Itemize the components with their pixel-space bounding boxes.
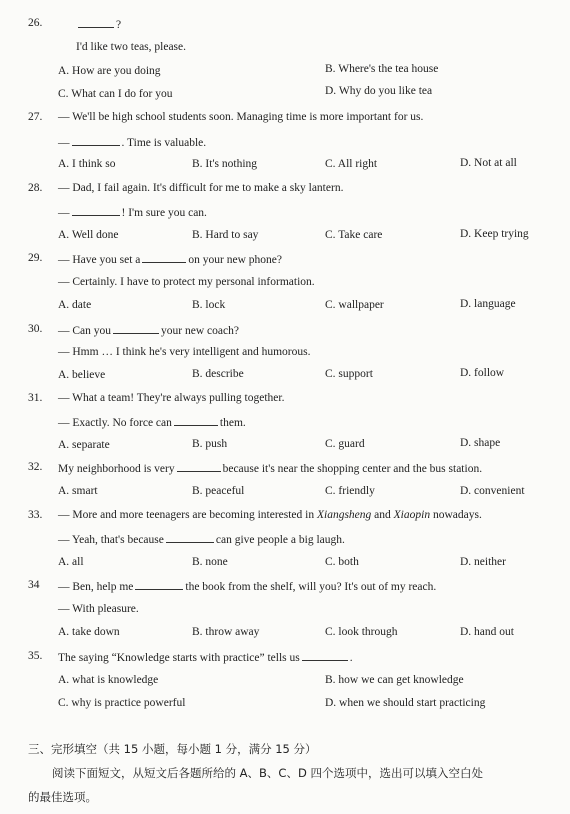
option-b[interactable]: B. how we can get knowledge bbox=[325, 674, 464, 686]
option-d[interactable]: D. Not at all bbox=[460, 157, 517, 169]
answer-blank bbox=[302, 649, 348, 661]
option-c[interactable]: C. guard bbox=[325, 438, 365, 450]
option-a[interactable]: A. How are you doing bbox=[58, 65, 161, 77]
answer-blank bbox=[177, 460, 221, 472]
question-stem-line-2: — . Time is valuable. bbox=[58, 134, 206, 150]
option-d[interactable]: D. when we should start practicing bbox=[325, 697, 486, 709]
question-stem: The saying “Knowledge starts with practice” tells us . bbox=[58, 649, 353, 665]
question-number: 30. bbox=[28, 323, 43, 335]
question-number: 31. bbox=[28, 392, 43, 404]
option-b[interactable]: B. Where's the tea house bbox=[325, 63, 439, 75]
answer-blank bbox=[72, 134, 120, 146]
option-b[interactable]: B. Hard to say bbox=[192, 229, 259, 241]
option-c[interactable]: C. friendly bbox=[325, 485, 375, 497]
question-number: 28. bbox=[28, 182, 43, 194]
option-c[interactable]: C. wallpaper bbox=[325, 299, 384, 311]
option-b[interactable]: B. none bbox=[192, 556, 228, 568]
question-number: 27. bbox=[28, 111, 43, 123]
question-stem-line-2: — With pleasure. bbox=[58, 603, 139, 615]
section-heading: 三、完形填空（共 15 小题，每小题 1 分，满分 15 分） bbox=[28, 742, 317, 756]
section-instruction-continued: 的最佳选项。 bbox=[28, 790, 97, 804]
option-c[interactable]: C. look through bbox=[325, 626, 398, 638]
option-d[interactable]: D. shape bbox=[460, 437, 501, 449]
question-number: 33. bbox=[28, 509, 43, 521]
option-b[interactable]: B. peaceful bbox=[192, 485, 245, 497]
option-d[interactable]: D. Keep trying bbox=[460, 228, 529, 240]
question-number: 34 bbox=[28, 579, 40, 591]
option-d[interactable]: D. language bbox=[460, 298, 516, 310]
question-stem-line-2: — Exactly. No force can them. bbox=[58, 414, 246, 430]
question-stem: — What a team! They're always pulling together. bbox=[58, 392, 285, 404]
option-c[interactable]: C. Take care bbox=[325, 229, 383, 241]
question-stem-line-2: — Yeah, that's because can give people a big laugh. bbox=[58, 531, 345, 547]
option-a[interactable]: A. smart bbox=[58, 485, 98, 497]
option-b[interactable]: B. push bbox=[192, 438, 228, 450]
question-stem: — Can you your new coach? bbox=[58, 322, 239, 338]
question-stem: — We'll be high school students soon. Managing time is more important for us. bbox=[58, 111, 424, 123]
option-a[interactable]: A. take down bbox=[58, 626, 120, 638]
option-a[interactable]: A. what is knowledge bbox=[58, 674, 159, 686]
question-stem-line-2: — Certainly. I have to protect my personal information. bbox=[58, 276, 315, 288]
option-a[interactable]: A. separate bbox=[58, 439, 110, 451]
question-stem: My neighborhood is very because it's near the shopping center and the bus station. bbox=[58, 460, 482, 476]
option-d[interactable]: D. follow bbox=[460, 367, 505, 379]
question-stem: — Have you set a on your new phone? bbox=[58, 251, 282, 267]
option-a[interactable]: A. all bbox=[58, 556, 84, 568]
option-c[interactable]: C. why is practice powerful bbox=[58, 697, 186, 709]
question-stem-line-2: I'd like two teas, please. bbox=[76, 41, 187, 53]
option-b[interactable]: B. describe bbox=[192, 368, 244, 380]
section-instruction: 阅读下面短文，从短文后各题所给的 A、B、C、D 四个选项中，选出可以填入空白处 bbox=[52, 766, 483, 780]
option-b[interactable]: B. lock bbox=[192, 299, 226, 311]
answer-blank bbox=[135, 578, 183, 590]
question-number: 32. bbox=[28, 461, 43, 473]
option-c[interactable]: C. support bbox=[325, 368, 373, 380]
question-number: 26. bbox=[28, 17, 43, 29]
question-number: 35. bbox=[28, 650, 43, 662]
option-b[interactable]: B. It's nothing bbox=[192, 158, 258, 170]
answer-blank bbox=[166, 531, 214, 543]
option-a[interactable]: A. date bbox=[58, 299, 92, 311]
option-d[interactable]: D. convenient bbox=[460, 485, 525, 497]
question-stem: ? bbox=[76, 16, 121, 32]
answer-blank bbox=[72, 204, 120, 216]
answer-blank bbox=[113, 322, 159, 334]
option-c[interactable]: C. both bbox=[325, 556, 359, 568]
question-stem: — Ben, help me the book from the shelf, will you? It's out of my reach. bbox=[58, 578, 436, 594]
option-d[interactable]: D. hand out bbox=[460, 626, 514, 638]
option-c[interactable]: C. What can I do for you bbox=[58, 88, 173, 100]
option-a[interactable]: A. believe bbox=[58, 369, 106, 381]
question-stem: — Dad, I fail again. It's difficult for me to make a sky lantern. bbox=[58, 182, 344, 194]
answer-blank bbox=[78, 16, 114, 28]
option-b[interactable]: B. throw away bbox=[192, 626, 260, 638]
question-number: 29. bbox=[28, 252, 43, 264]
question-stem-line-2: — Hmm … I think he's very intelligent and humorous. bbox=[58, 346, 311, 358]
option-d[interactable]: D. neither bbox=[460, 556, 506, 568]
option-d[interactable]: D. Why do you like tea bbox=[325, 85, 433, 97]
question-stem: — More and more teenagers are becoming interested in Xiangsheng and Xiaopin nowadays. bbox=[58, 509, 482, 521]
answer-blank bbox=[174, 414, 218, 426]
option-c[interactable]: C. All right bbox=[325, 158, 378, 170]
answer-blank bbox=[142, 251, 186, 263]
option-a[interactable]: A. Well done bbox=[58, 229, 119, 241]
question-stem-line-2: — ! I'm sure you can. bbox=[58, 204, 207, 220]
option-a[interactable]: A. I think so bbox=[58, 158, 116, 170]
